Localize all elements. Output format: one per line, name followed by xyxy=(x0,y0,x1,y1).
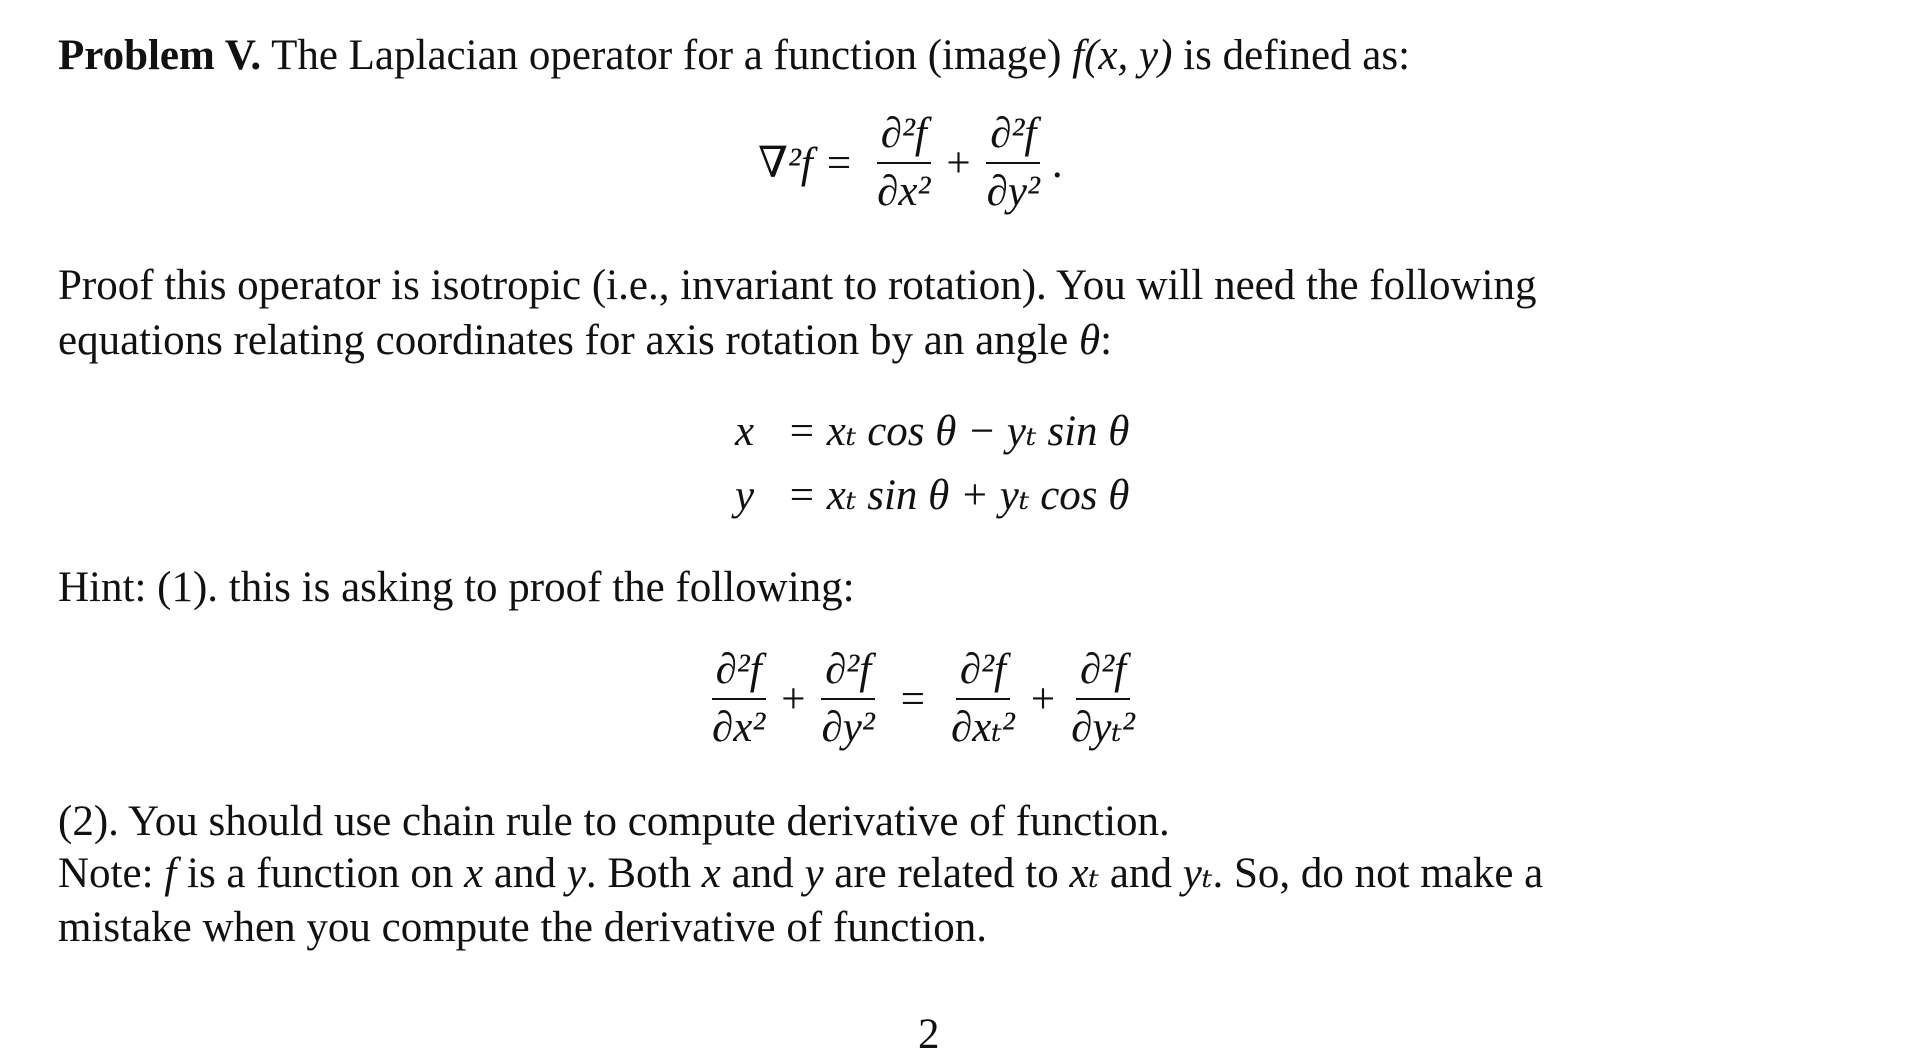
hint-line-1: Hint: (1). this is asking to proof the following: xyxy=(58,564,855,611)
problem-statement xyxy=(58,28,1818,83)
laplacian-plus: + xyxy=(946,139,971,187)
laplacian-term-x: $\frac{\text{∂²f}}{\text{∂x²}}$ xyxy=(877,110,931,215)
laplacian-term-y: $\frac{\text{∂²f}}{\text{∂y²}}$ xyxy=(986,110,1040,215)
hint-line-2: (2). You should use chain rule to compute derivative of function. xyxy=(58,798,1170,845)
laplacian-lhs: ∇²f xyxy=(758,140,813,187)
proof-line-2: equations relating coordinates for axis rotation by an angle θ: xyxy=(58,317,1113,364)
laplacian-period: . xyxy=(1051,139,1063,187)
problem-label: Problem V. xyxy=(58,32,262,79)
rotation-equations xyxy=(735,400,1129,528)
laplacian-equals: = xyxy=(826,139,852,187)
rotation-x-equation: x = xₜ cos θ − yₜ sin θ xyxy=(735,408,1130,455)
page-number: 2 xyxy=(918,1011,940,1058)
isotropy-identity: $\frac{\text{∂²f}}{\text{∂x²}}$ + $\frac{\text{∂²f}}{\text{∂y²}}$ = $\frac{\text{∂²f}}{\text{∂xₜ²}}$ + $\frac{\text{∂²f}}{\text{∂yₜ²}}$ xyxy=(712,646,1135,751)
rotation-y-equation: y = xₜ sin θ + yₜ cos θ xyxy=(735,472,1130,519)
problem-intro: The Laplacian operator for a function (image) xyxy=(271,32,1062,79)
problem-function: f(x, y) xyxy=(1072,32,1173,79)
laplacian-equation xyxy=(758,112,1063,214)
note-line: Note: f is a function on x and y. Both x and y are related to xₜ and yₜ. So, do not make a xyxy=(58,850,1544,897)
proof-line-1: Proof this operator is isotropic (i.e., invariant to rotation). You will need the following xyxy=(58,262,1537,309)
theta-symbol: θ xyxy=(1078,317,1101,364)
note-line-2: mistake when you compute the derivative of function. xyxy=(58,904,988,951)
problem-intro-end: is defined as: xyxy=(1183,32,1411,79)
